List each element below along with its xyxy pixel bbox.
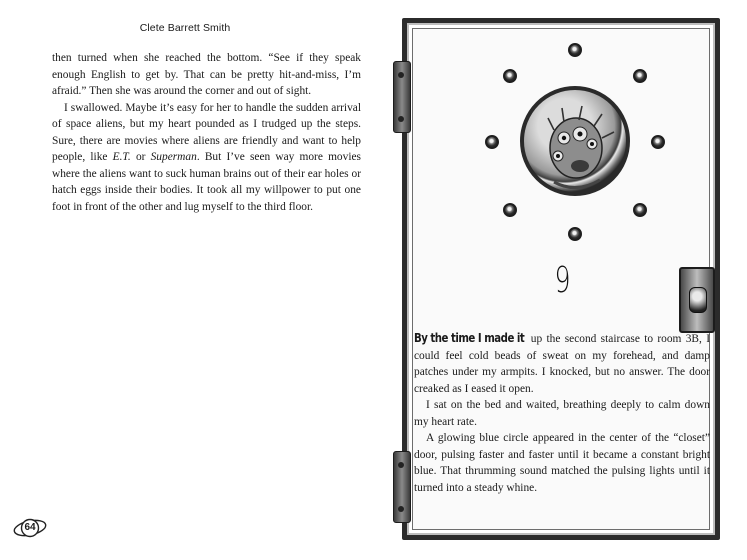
movie-title-et: E.T.: [112, 151, 131, 163]
chapter-lead-in: By the time I made it: [414, 330, 525, 345]
paragraph: then turned when she reached the bottom. “See if they speak enough English to get by. That can be pretty hit-and-miss, I’m afraid.” Then she was around the corner and out of sight.: [52, 52, 361, 97]
bolt-icon: [568, 227, 582, 241]
left-page: [0, 0, 370, 560]
bolt-icon: [633, 69, 647, 83]
text-run: or: [130, 151, 151, 163]
alien-icon: [524, 90, 634, 200]
bolt-icon: [568, 43, 582, 57]
doorbell-button-icon: [689, 287, 707, 313]
paragraph: [414, 330, 710, 397]
right-body-text: [414, 330, 710, 496]
running-head: Clete Barrett Smith: [139, 22, 231, 34]
porthole-icon: [520, 86, 630, 196]
hinge-icon: [393, 61, 411, 133]
page-number-badge: [12, 515, 48, 541]
hinge-icon: [393, 451, 411, 523]
bolt-icon: [503, 69, 517, 83]
bolt-icon: [485, 135, 499, 149]
chapter-number: 9: [554, 260, 571, 301]
text-run: I swallowed. Maybe it’s easy for her to handle the sudden arrival of space aliens, but my heart pounded as I trudged up the steps. Sure, there are movies where aliens are friendly and want to help people, like: [52, 101, 361, 163]
paragraph: I sat on the bed and waited, breathing deeply to calm down my heart rate.: [414, 399, 710, 428]
text-run: . But I’ve seen way more movies where the aliens want to suck human brains out of their ear holes or hatch eggs inside their bodies. It took all my willpower to put one foot in front of the other and lug myself to the third floor.: [52, 151, 361, 213]
paragraph: [52, 100, 361, 216]
movie-title-superman: Superman: [150, 151, 197, 163]
bolt-icon: [633, 203, 647, 217]
right-page: [378, 0, 747, 560]
bolt-icon: [503, 203, 517, 217]
paragraph: A glowing blue circle appeared in the center of the “closet” door, pulsing faster and faster until it became a constant bright blue. That thrumming sound matched the pulsing lights until it turned into a steady whine.: [414, 432, 710, 494]
text-run: up the second staircase to room 3B, I could feel cold beads of sweat on my forehead, and damp patches under my armpits. I knocked, but no answer. The door creaked as I eased it open.: [414, 333, 710, 395]
page-number: 64: [24, 522, 36, 533]
bolt-icon: [651, 135, 665, 149]
left-body-text: [52, 50, 361, 215]
